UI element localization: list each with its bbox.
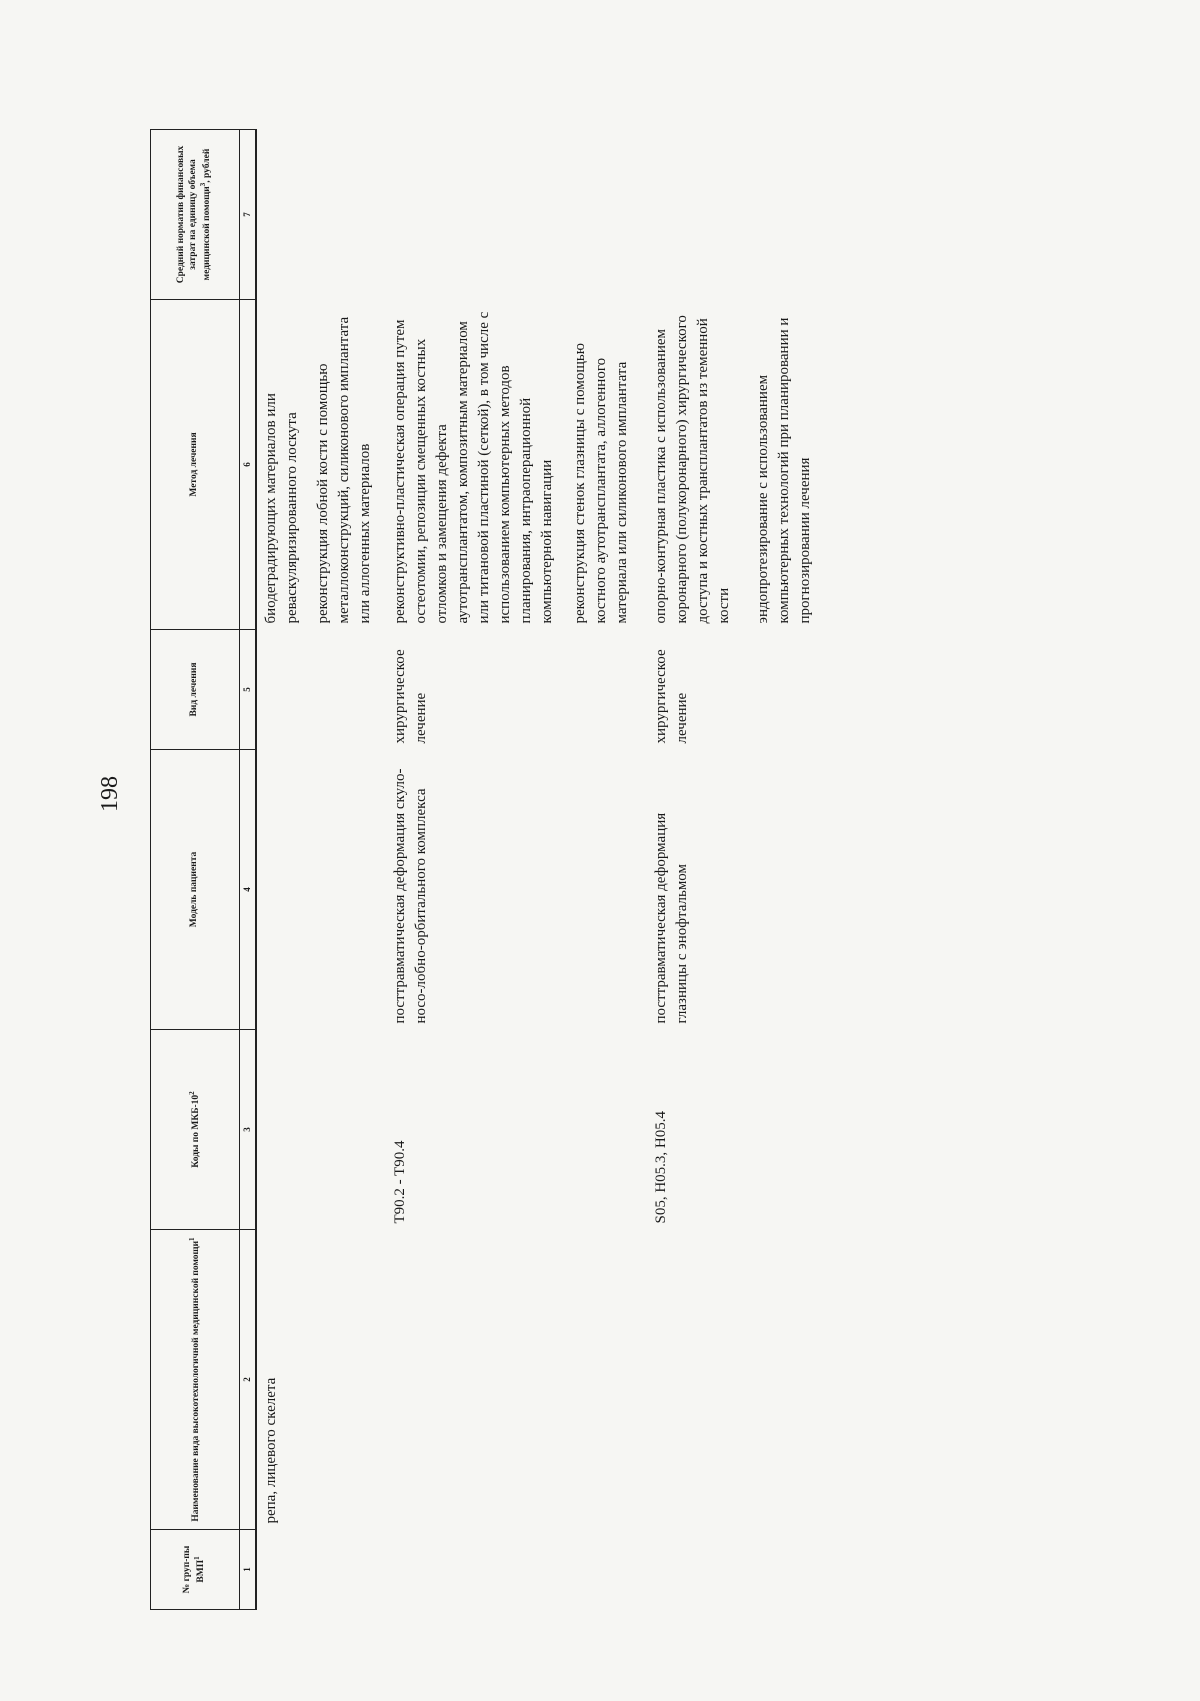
cell-cost: [633, 130, 735, 300]
cell-codes: [558, 1030, 633, 1230]
cell-name: [303, 1230, 376, 1530]
cell-cost: [376, 130, 558, 300]
col-header-method: Метод лечения: [151, 300, 240, 630]
cell-model: [558, 750, 633, 1030]
cell-cost: [558, 130, 633, 300]
column-number: 4: [240, 750, 257, 1030]
cell-model: посттравматическая деформация скуло-носо-лобно-орбитального комплекса: [392, 768, 429, 1024]
rotated-table-sheet: [150, 130, 1200, 1610]
cell-model: посттравматическая деформация глазницы с энофтальмом: [653, 812, 690, 1024]
cell-method: биодеградирующих материалов или реваскуляризированного лоскута: [263, 393, 300, 624]
cell-codes: [256, 1030, 303, 1230]
cell-method: опорно-контурная пластика с использованием коронарного (полукоронарного) хирургического доступа и костных трансплантатов из теменной кости: [653, 315, 732, 624]
col-header-cost: Средний норматив финансовых затрат на единицу объема медицинской помощи$^3$, рублей: [151, 130, 240, 300]
cell-treatment-type: хирургическое лечение: [392, 649, 429, 744]
table-row: [376, 130, 558, 1610]
vmp-table: [150, 129, 816, 1610]
cell-model: [303, 750, 376, 1030]
cell-treatment-type: хирургическое лечение: [653, 649, 690, 744]
cell-cost: [735, 130, 816, 300]
cell-model: [256, 750, 303, 1030]
cell-name: [376, 1230, 558, 1530]
cell-name: [633, 1230, 735, 1530]
column-number-row: [240, 130, 257, 1610]
cell-group: [256, 1530, 303, 1610]
table-row: [303, 130, 376, 1610]
col-header-group: № груп-пы ВМП$^1$: [151, 1530, 240, 1610]
header-row: [151, 130, 240, 1610]
cell-name: [735, 1230, 816, 1530]
cell-codes: [735, 1030, 816, 1230]
column-number: 7: [240, 130, 257, 300]
column-number: 2: [240, 1230, 257, 1530]
table-row: [633, 130, 735, 1610]
cell-codes: [303, 1030, 376, 1230]
cell-name: [558, 1230, 633, 1530]
cell-group: [633, 1530, 735, 1610]
col-header-codes: Коды по МКБ-$10^2$: [151, 1030, 240, 1230]
cell-method: реконструкция лобной кости с помощью металлоконструкций, силиконового имплантата или аллогенных материалов: [315, 316, 373, 624]
cell-codes: S05, H05.3, H05.4: [653, 1110, 669, 1224]
cell-group: [558, 1530, 633, 1610]
cell-treatment-type: [303, 630, 376, 750]
cell-method: реконструктивно-пластическая операция путем остеотомии, репозиции смещенных костных отломков и замещения дефекта аутотрансплантатом, композитным материалом или титановой пластиной (сеткой), в том числе с использованием компьютерных методов планирования, интраоперационной компьютерной навигации: [392, 311, 555, 624]
cell-treatment-type: [558, 630, 633, 750]
cell-group: [376, 1530, 558, 1610]
column-number: 5: [240, 630, 257, 750]
col-header-name: Наименование вида высокотехнологичной медицинской помощи$^1$: [151, 1230, 240, 1530]
cell-model: [735, 750, 816, 1030]
col-header-model: Модель пациента: [151, 750, 240, 1030]
page-number: 198: [97, 776, 123, 812]
col-header-treatment-type: Вид лечения: [151, 630, 240, 750]
table-row: [558, 130, 633, 1610]
column-number: 3: [240, 1030, 257, 1230]
cell-codes: T90.2 - T90.4: [392, 1140, 408, 1224]
column-number: 6: [240, 300, 257, 630]
cell-treatment-type: [735, 630, 816, 750]
cell-treatment-type: [256, 630, 303, 750]
cell-method: реконструкция стенок глазницы с помощью костного аутотрансплантата, аллогенного материала или силиконового имплантата: [572, 343, 630, 624]
cell-group: [735, 1530, 816, 1610]
table-row: [735, 130, 816, 1610]
cell-method: эндопротезирование с использованием компьютерных технологий при планировании и прогнозировании лечения: [755, 317, 813, 624]
column-number: 1: [240, 1530, 257, 1610]
cell-group: [303, 1530, 376, 1610]
cell-name: репа, лицевого скелета: [263, 1377, 279, 1524]
table-row: [256, 130, 303, 1610]
cell-cost: [303, 130, 376, 300]
cell-cost: [256, 130, 303, 300]
